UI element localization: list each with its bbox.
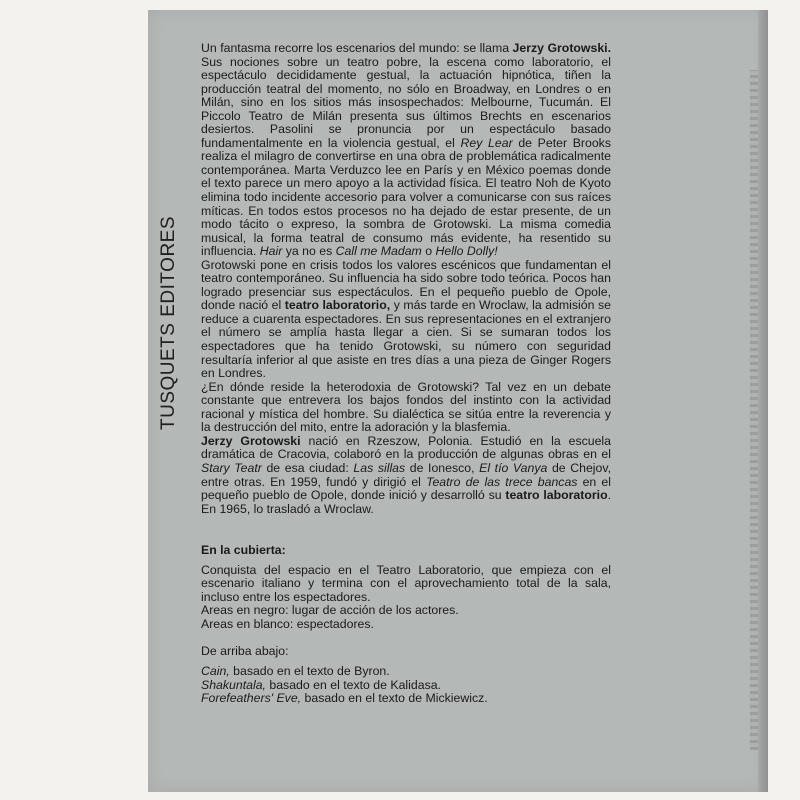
cover-edge <box>758 10 768 792</box>
cover-caption-black-areas: Areas en negro: lugar de acción de los actores. <box>201 603 459 618</box>
page-edge-strip <box>750 70 758 750</box>
work-item: Shakuntala, basado en el texto de Kalidasa. <box>201 677 441 692</box>
paragraph-heterodoxy: ¿En dónde reside la heterodoxia de Grotowski? Tal vez en un debate constante que entrevera los bajos fondos del instinto con la actividad racional y mística del hombre. Su dialéctica se sitúa entre la reverencia y la destrucción del mito, entre la adoración y la blasfemia. <box>201 379 611 435</box>
cover-caption-heading: En la cubierta: <box>201 543 286 558</box>
blurb-text <box>201 42 611 706</box>
work-item: Forefeathers' Eve, basado en el texto de Mickiewicz. <box>201 691 488 706</box>
cover-caption-white-areas: Areas en blanco: espectadores. <box>201 616 374 631</box>
paragraph-intro: Un fantasma recorre los escenarios del mundo: se llama Jerzy Grotowski. Sus nociones sobre un teatro pobre, la escena como laboratorio, el espectáculo decididamente gestual, la actuación hipnótica, tiñen la producción teatral del momento, no sólo en Broadway, en Londres o en Milán, sino en los sitios más insospechados: Melbourne, Tucumán. El Piccolo Teatro de Milán presenta sus últimos Brechts en escenarios desiertos. Pasolini se pronuncia por un espectáculo basado fundamentalmente en la violencia gestual, el Rey Lear de Peter Brooks realiza el milagro de convertirse en una obra de problemática radicalmente contemporánea. Marta Verduzco lee en París y en México poemas donde el texto parece un mero apoyo a la actividad física. El teatro Noh de Kyoto elimina todo incidente accesorio para volver a comunicarse con sus raíces míticas. En todos estos procesos no ha dejado de estar presente, de un modo tácito o expreso, la sombra de Grotowski. La misma comedia musical, la forma teatral de consumo más evidente, ha resentido su influencia. Hair ya no es Call me Madam o Hello Dolly! <box>201 41 612 259</box>
paragraph-biography: Jerzy Grotowski nació en Rzeszow, Polonia. Estudió en la escuela dramática de Cracovia, colaboró en la producción de algunas obras en el Stary Teatr de esa ciudad: Las sillas de Ionesco, El tío Vanya de Chejov, entre otras. En 1959, fundó y dirigió el Teatro de las trece bancas en el pequeño pueblo de Opole, donde inició y desarrolló su teatro laboratorio. En 1965, lo trasladó a Wroclaw. <box>201 433 612 516</box>
work-item: Cain, basado en el texto de Byron. <box>201 663 390 678</box>
order-heading: De arriba abajo: <box>201 644 289 659</box>
publisher-name: TUSQUETS EDITORES <box>158 215 179 430</box>
cover-caption-text: Conquista del espacio en el Teatro Laboratorio, que empieza con el escenario italiano y termina con el aprovechamiento total de la sala, incluso entre los espectadores. <box>201 562 611 604</box>
paragraph-influence: Grotowski pone en crisis todos los valores escénicos que fundamentan el teatro contemporáneo. Su influencia ha sido sobre todo teórica. Pocos han logrado presenciar sus espectáculos. En el pequeño pueblo de Opole, donde nació el teatro laboratorio, y más tarde en Wroclaw, la admisión se reduce a cuarenta espectadores. En sus representaciones en el extranjero el número se amplía hasta llegar a cien. Si se sumaran todos los espectadores que ha tenido Grotowski, su número con seguridad resultaría inferior al que asiste en tres días a una pieza de Ginger Rogers en Londres. <box>201 257 611 381</box>
